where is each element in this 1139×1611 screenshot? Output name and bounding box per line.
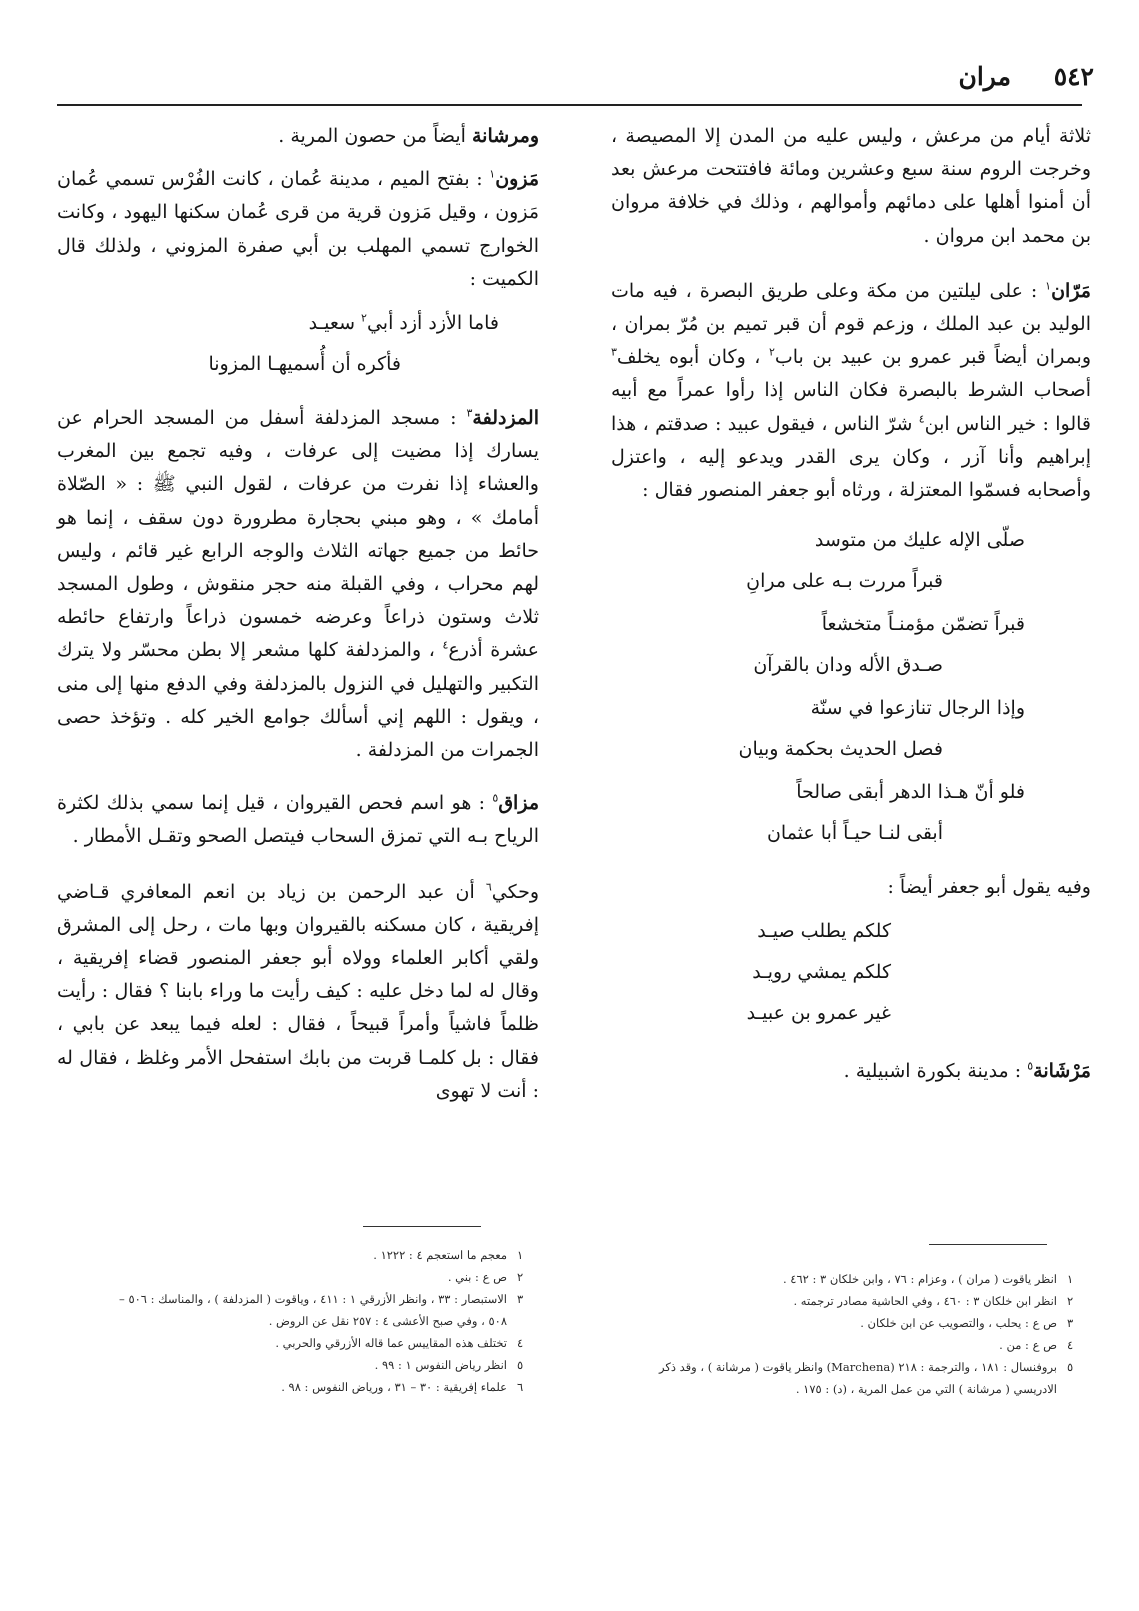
entry-text: أن عبد الرحمن بن زياد بن انعم المعافري قـاضي إفريقية ، كان مسكنه بالقيروان وبها مات ، رحل إلى المشرق ولقي أكابر العلماء وولاه أبو جعفر المنصور قضاء إفريقية ، وقال له لما دخل عليه : كيف رأيت ما وراء بابنا ؟ فقال : رأيت ظلماً فاشياً وأمراً قبيحاً ، فقال : لعله فيما يبعد عن بابي ، فقال : بل كلمـا قربت من بابك استفحل الأمر وغلظ ، فقال له : أنت لا تهوى <box>57 880 539 1102</box>
footnote: ٥٠٨ ، وفي صبح الأعشى ٤ : ٢٥٧ نقل عن الروض . <box>268 1314 507 1328</box>
paragraph-also-says: وفيه يقول أبو جعفر أيضاً : <box>887 876 1091 899</box>
poem-line: فلو أنّ هـذا الدهر أبقى صالحاً <box>796 781 1025 804</box>
footnote-ref[interactable]: ٢ <box>768 345 775 359</box>
footnote: ١ انظر ياقوت ( مران ) ، وعزام : ٧٦ ، وابن خلكان ٣ : ٤٦٢ . <box>782 1272 1074 1286</box>
headword-mazaq: مزاق <box>498 792 539 815</box>
poem-line: صـدق الأله ودان بالقرآن <box>753 654 943 677</box>
footnote: ٥ انظر رياض النفوس ١ : ٩٩ . <box>374 1358 524 1372</box>
page-header <box>0 62 1139 102</box>
running-title: مران <box>958 62 1011 91</box>
headword-marshana-fort: ومرشانة <box>471 125 539 147</box>
entry-text: : هو اسم فحص القيروان ، قيل إنما سمي بذلك لكثرة الرياح بـه التي تمزق السحاب فيتصل الصحو وتقـل الأمطار . <box>57 792 539 848</box>
footnote-ref[interactable]: ٣ <box>466 406 473 420</box>
headword-mazun: مَزون <box>495 168 539 191</box>
footnote-rule-left <box>363 1226 481 1227</box>
footnote-rule-right <box>929 1244 1047 1245</box>
poem-line: فصل الحديث بحكمة وبيان <box>738 738 943 761</box>
footnote-ref[interactable]: ٥ <box>1027 1060 1034 1074</box>
footnote: ٤ تختلف هذه المقاييس عما قاله الأزرقي والحربي . <box>275 1336 524 1350</box>
headword-marshana: مَرْشَانة <box>1033 1060 1091 1083</box>
entry-mazun <box>57 163 539 296</box>
footnote-ref[interactable]: ١ <box>1045 279 1052 293</box>
right-column <box>611 120 1091 1089</box>
poem-kumait <box>57 308 539 380</box>
headword-muzdalifa: المزدلفة <box>472 407 539 430</box>
footnote-ref[interactable]: ٤ <box>442 639 449 653</box>
headword-marran: مَرّان <box>1051 279 1091 302</box>
poem-line: فاما الأزد أزد أبي$^٢$ سعيـد <box>308 311 499 335</box>
poem-line: قبراً مررت بـه على مرانِ <box>746 570 943 593</box>
entry-text: : على ليلتين من مكة وعلى طريق البصرة ، فيه مات الوليد بن عبد الملك ، وزعم قوم أن قبر تميم بن مُرّ بمران ، وبمران أيضاً قبر عمرو بن عبيد بن باب <box>611 279 1091 369</box>
footnote: ١ معجم ما استعجم ٤ : ١٢٢٢ . <box>373 1248 524 1262</box>
poem-line: فأكره أن أُسميهـا المزونا <box>208 353 401 376</box>
footnote: ٣ الاستبصار : ٣٣ ، وانظر الأزرقي ١ : ٤١١ ، وياقوت ( المزدلفة ) ، والمناسك : ٥٠٦ – <box>119 1292 524 1306</box>
footnotes-right <box>579 1268 1079 1400</box>
footnote: ٢ ص ع : بني . <box>447 1270 524 1284</box>
entry-marshana <box>611 1055 1091 1088</box>
entry-text: وحكي <box>491 880 539 903</box>
poem-line: غير عمرو بن عبيـد <box>746 1002 891 1025</box>
poem-line: قبراً تضمّن مؤمنـاً متخشعاً <box>821 613 1025 636</box>
entry-marshana-fort <box>57 120 539 153</box>
footnote: ٥ بروفنسال : ١٨١ ، والترجمة : ٢١٨ (Marchena) وانظر ياقوت ( مرشانة ) ، وقد ذكر <box>659 1360 1074 1374</box>
footnote: ٦ علماء إفريقية : ٣٠ – ٣١ ، ورياض النفوس : ٩٨ . <box>281 1380 524 1394</box>
poem-marran <box>611 525 1091 849</box>
entry-text: أصحاب الشرط بالبصرة فكان الناس إذا رأوا عمراً مع أبيه قالوا : خير الناس ابن <box>611 379 1091 435</box>
entry-text: أيضاً من حصون المرية . <box>278 125 472 147</box>
footnote: ٢ انظر ابن خلكان ٣ : ٤٦٠ ، وفي الحاشية مصادر ترجمته . <box>793 1294 1074 1308</box>
poem-line: وإذا الرجال تنازعوا في سنّة <box>810 697 1025 720</box>
footnote-ref[interactable]: ٤ <box>918 412 925 426</box>
footnote-ref[interactable]: ٦ <box>485 880 492 894</box>
header-rule <box>57 104 1082 106</box>
poem-kulukum <box>611 916 1091 1029</box>
footnote: ٤ ص ع : من . <box>999 1338 1074 1352</box>
footnote-ref[interactable]: ٢ <box>361 311 367 325</box>
entry-marran <box>611 275 1091 507</box>
entry-mazaq <box>57 787 539 853</box>
paragraph-marash-continued: ثلاثة أيام من مرعش ، وليس عليه من المدن إلا المصيصة ، وخرجت الروم سنة سبع وعشرين ومائة فافتتحت مرعش بعد أن أمنوا أهلها على دمائهم وأموالهم ، وذلك في خلافة مروان بن محمد ابن مروان . <box>611 125 1091 247</box>
footnote: الادريسي ( مرشانة ) التي من عمل المرية ، (د) : ١٧٥ . <box>795 1382 1057 1396</box>
paragraph-anecdote <box>57 876 539 1108</box>
entry-text: شرّ الناس ، فيقول عبيد : صدقتم ، هذا إبراهيم وأنا آزر ، وكان يرى القدر ويدعو إليه ، واعتزل وأصحابه فسمّوا المعتزلة ، ورثاه أبو جعفر المنصور فقال : <box>611 412 1091 502</box>
footnote-ref[interactable]: ٥ <box>492 791 499 805</box>
footnote-ref[interactable]: ١ <box>489 167 496 181</box>
poem-line: كلكم يطلب صيـد <box>757 920 891 943</box>
poem-line: صلّى الإله عليك من متوسد <box>814 529 1025 552</box>
entry-text: ، والمزدلفة كلها مشعر إلا بطن محسّر ولا يترك التكبير والتهليل في النزول بالمزدلفة وفي الدفع منها إلى منى ، ويقول : اللهم إني أسألك جوامع الخير كله . وتؤخذ حصى الجمرات من المزدلفة . <box>57 639 539 762</box>
poem-line: أبقى لنـا حيـاً أبا عثمان <box>766 822 943 845</box>
entry-text: : مسجد المزدلفة أسفل من المسجد الحرام عن يسارك إذا مضيت إلى عرفات ، وفيه تجمع بين المغرب والعشاء إذا نفرت من عرفات ، لقول النبي ﷺ : « الصّلاة أمامك » ، وهو مبني بحجارة مطرورة دون سقف ، إنما هو حائط من جميع جهاته الثلاث والوجه الرابع غير قائم ، وليس لهم محراب ، وفي القبلة منه حجر منقوش ، وطول المسجد ثلاث وستون ذراعاً وعرضه خمسون ذراعاً وارتفاع حائطه عشرة أذرع <box>57 407 539 662</box>
entry-text: ، وكان أبوه يخلف <box>616 346 769 369</box>
entry-text: : مدينة بكورة اشبيلية . <box>843 1060 1028 1083</box>
poem-line: كلكم يمشي رويـد <box>752 961 891 984</box>
entry-muzdalifa <box>57 402 539 767</box>
footnote: ٣ ص ع : يحلب ، والتصويب عن ابن خلكان . <box>860 1316 1074 1330</box>
footnotes-left <box>39 1244 529 1398</box>
page-number: ٥٤٢ <box>1053 62 1094 91</box>
entry-text: : بفتح الميم ، مدينة عُمان ، كانت الفُرْس تسمي عُمان مَزون ، وقيل مَزون قرية من قرى عُمان سكنها اليهود ، وكانت الخوارج تسمي المهلب بن أبي صفرة المزوني ، ولذلك قال الكميت : <box>57 168 539 290</box>
left-column <box>57 120 539 1108</box>
footnote-ref[interactable]: ٣ <box>611 345 617 359</box>
